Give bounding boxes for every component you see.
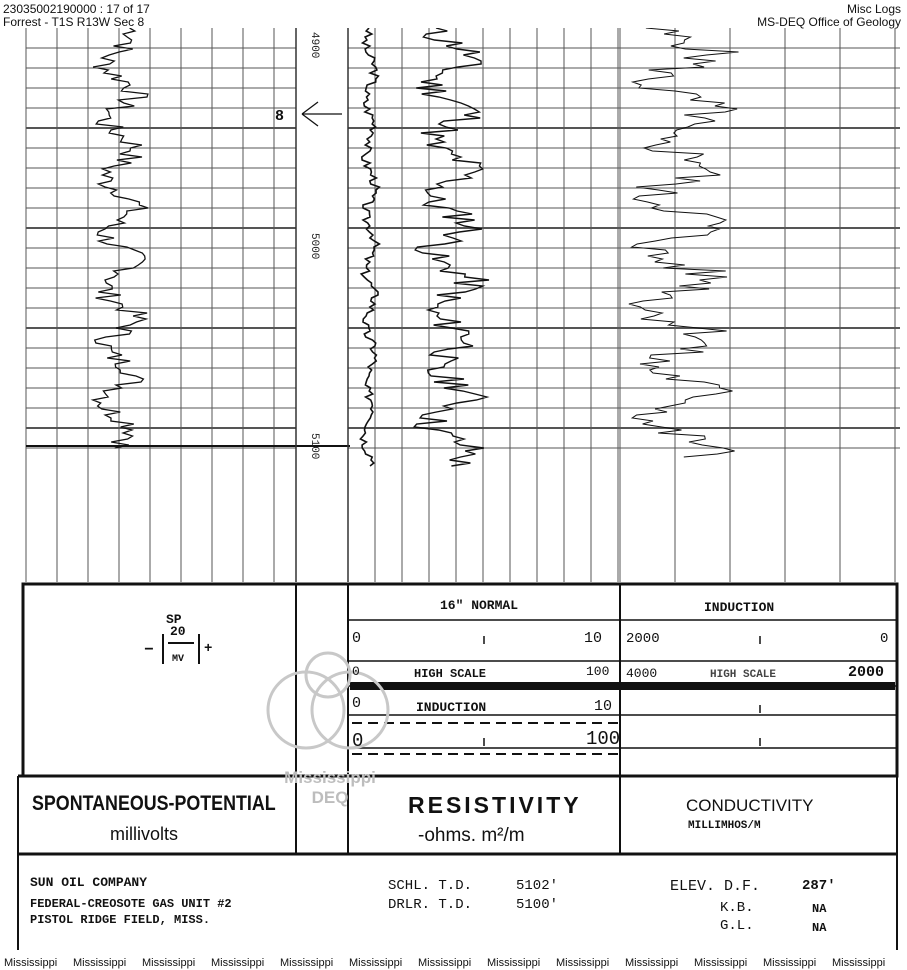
- drlr-td-value: 5100': [516, 897, 559, 913]
- resistivity-unit: -ohms. m²/m: [418, 825, 525, 846]
- footer-label: Mississippi: [832, 957, 886, 969]
- heading-frame: [0, 580, 907, 950]
- normal-curve: [360, 28, 379, 466]
- footer-label: Mississippi: [142, 957, 196, 969]
- induction-title: INDUCTION: [704, 600, 775, 615]
- log-curves: [26, 28, 739, 466]
- footer-label: Mississippi: [625, 957, 679, 969]
- marker-label: 8: [275, 108, 285, 125]
- conductivity-curve: [629, 28, 739, 457]
- sp-track-title: SPONTANEOUS-POTENTIAL: [32, 792, 276, 815]
- log-chart: [0, 28, 907, 582]
- depth-label-5000: 5000: [308, 233, 320, 260]
- schl-td-label: SCHL. T.D.: [388, 878, 473, 894]
- induction-res-high-min: 0: [352, 730, 364, 752]
- document-id: 23035002190000 : 17 of 17: [3, 2, 150, 16]
- footer-label: Mississippi: [418, 957, 472, 969]
- sp-unit: MV: [172, 654, 185, 665]
- arrow-marker-icon: [302, 102, 342, 126]
- elev-label: ELEV. D.F.: [670, 878, 761, 895]
- kb-value: NA: [812, 902, 827, 916]
- induction-res-label: INDUCTION: [416, 700, 487, 715]
- footer-label: Mississippi: [694, 957, 748, 969]
- normal-low-min: 0: [352, 630, 362, 647]
- gl-label: G.L.: [720, 918, 754, 934]
- depth-label-4900: 4900: [308, 32, 320, 59]
- gl-value: NA: [812, 921, 827, 935]
- company-name: SUN OIL COMPANY: [30, 875, 148, 890]
- footer-label: Mississippi: [211, 957, 265, 969]
- log-grid: [26, 28, 900, 582]
- deq-logo-icon: [268, 653, 388, 748]
- footer-label: Mississippi: [73, 957, 127, 969]
- drlr-td-label: DRLR. T.D.: [388, 897, 473, 913]
- induction-high-min: 4000: [626, 666, 658, 681]
- footer-label: Mississippi: [280, 957, 334, 969]
- induction-res-curve: [414, 28, 489, 466]
- field-name: PISTOL RIDGE FIELD, MISS.: [30, 913, 211, 927]
- category-label: Misc Logs: [846, 2, 901, 16]
- well-name: FEDERAL-CREOSOTE GAS UNIT #2: [30, 897, 232, 911]
- induction-res-max: 10: [594, 698, 613, 715]
- induction-high-label: HIGH SCALE: [710, 669, 777, 681]
- sp-arrow-icon: [168, 642, 194, 644]
- sp-curve: [93, 28, 148, 448]
- induction-res-min: 0: [352, 695, 362, 712]
- kb-label: K.B.: [720, 900, 754, 916]
- resistivity-title: RESISTIVITY: [408, 792, 582, 818]
- sp-minus: −: [144, 641, 154, 659]
- conductivity-title: CONDUCTIVITY: [686, 796, 814, 815]
- depth-label-5100: 5100: [308, 433, 320, 460]
- office-label: MS-DEQ Office of Geology: [757, 15, 901, 29]
- footer-label: Mississippi: [556, 957, 610, 969]
- induction-low-max: 0: [880, 631, 889, 647]
- footer-watermarks: [4, 957, 904, 970]
- location-label: Forrest - T1S R13W Sec 8: [3, 15, 145, 29]
- sp-plus: +: [204, 641, 213, 657]
- watermark-line2: DEQ: [311, 788, 349, 807]
- watermark-line1: Mississippi: [284, 768, 376, 787]
- induction-res-high-max: 100: [586, 728, 621, 750]
- sp-title: SP: [166, 612, 182, 627]
- normal-high-min: 0: [352, 664, 360, 679]
- induction-high-max: 2000: [848, 664, 885, 681]
- sp-track-unit: millivolts: [110, 824, 179, 844]
- footer-label: Mississippi: [349, 957, 403, 969]
- normal-high-max: 100: [586, 664, 610, 679]
- footer-label: Mississippi: [763, 957, 817, 969]
- schl-td-value: 5102': [516, 878, 559, 894]
- footer-label: Mississippi: [4, 957, 58, 969]
- conductivity-unit: MILLIMHOS/M: [688, 820, 761, 832]
- normal-low-max: 10: [584, 630, 603, 647]
- elev-value: 287': [802, 878, 836, 894]
- sp-scale: 20: [170, 624, 186, 639]
- induction-low-min: 2000: [626, 631, 660, 647]
- normal-high-label: HIGH SCALE: [414, 667, 487, 681]
- normal-title: 16" NORMAL: [440, 598, 519, 613]
- footer-label: Mississippi: [487, 957, 541, 969]
